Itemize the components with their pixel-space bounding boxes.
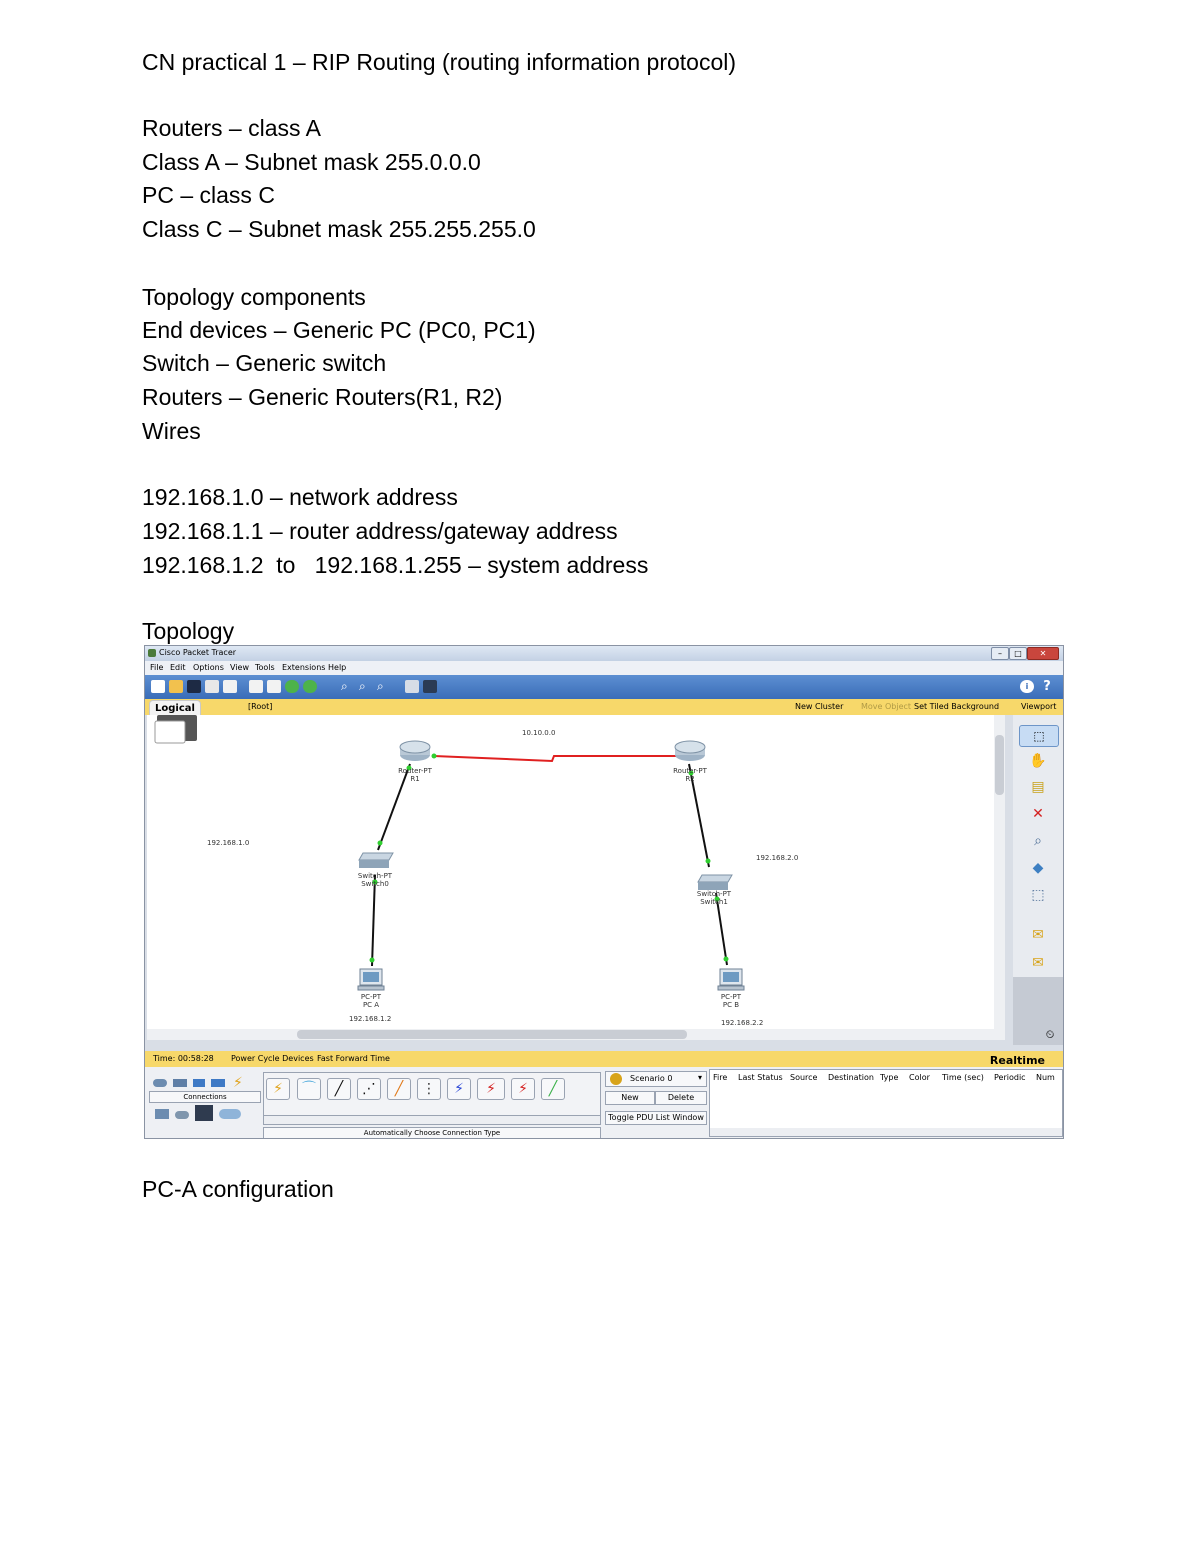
undo-icon[interactable] xyxy=(285,680,299,693)
console-cable-icon[interactable]: ⌒ xyxy=(297,1078,321,1100)
vertical-scroll-thumb[interactable] xyxy=(995,735,1004,795)
router-r1[interactable] xyxy=(400,741,430,761)
pdu-list xyxy=(709,1069,1063,1137)
connections-label: Connections xyxy=(149,1091,261,1103)
menu-edit[interactable]: Edit xyxy=(170,663,186,672)
maximize-icon[interactable]: □ xyxy=(1009,647,1027,660)
pcb-type-label: PC-PT xyxy=(720,993,742,1001)
link-light xyxy=(724,957,729,962)
activity-wizard-icon[interactable] xyxy=(223,680,237,693)
serial-dce-cable-icon[interactable]: ⚡ xyxy=(477,1078,505,1100)
zoom-out-icon[interactable]: ⌕ xyxy=(377,679,384,693)
pdu-list-header xyxy=(710,1070,1062,1084)
menu-view[interactable]: View xyxy=(230,663,249,672)
zoom-in-icon[interactable]: ⌕ xyxy=(341,679,348,693)
hand-icon[interactable]: ✋ xyxy=(1029,753,1047,769)
wan-emulation-category-icon[interactable] xyxy=(175,1111,189,1119)
custom-devices-category-icon[interactable] xyxy=(195,1105,213,1121)
menu-tools[interactable]: Tools xyxy=(255,663,275,672)
menu-options[interactable]: Options xyxy=(193,663,224,672)
delete-icon[interactable]: ✕ xyxy=(1032,806,1044,822)
link-light xyxy=(370,958,375,963)
save-icon[interactable] xyxy=(187,680,201,693)
end-device-icons xyxy=(153,1105,253,1127)
multiuser-category-icon[interactable] xyxy=(219,1109,241,1119)
device-type-icons xyxy=(153,1077,253,1089)
auto-connection-icon[interactable]: ⚡ xyxy=(266,1078,290,1100)
crossover-cable-icon[interactable]: ⋰ xyxy=(357,1078,381,1100)
pc-a[interactable] xyxy=(358,969,384,990)
viewport-button[interactable]: Viewport xyxy=(1021,702,1057,711)
pdu-col-periodic: Periodic xyxy=(994,1073,1026,1082)
close-icon[interactable]: ✕ xyxy=(1027,647,1059,660)
r1-type-label: Router-PT xyxy=(398,767,432,775)
r2-name-label: R2 xyxy=(685,775,695,783)
pdu-col-last-status: Last Status xyxy=(738,1073,783,1082)
pdu-col-fire: Fire xyxy=(713,1073,728,1082)
class-line: Class C – Subnet mask 255.255.255.0 xyxy=(142,216,536,242)
straight-through-cable-icon[interactable]: ╱ xyxy=(327,1078,351,1100)
scenario-value: Scenario 0 xyxy=(630,1074,673,1083)
root-label: [Root] xyxy=(248,702,273,711)
pdu-col-type: Type xyxy=(880,1073,899,1082)
menu-file[interactable]: File xyxy=(150,663,164,672)
r2-type-label: Router-PT xyxy=(673,767,707,775)
pcb-ip-label: 192.168.2.2 xyxy=(721,1019,764,1027)
pc-a-configuration-heading: PC-A configuration xyxy=(142,1176,334,1202)
connection-scrollbar[interactable] xyxy=(263,1115,601,1125)
toggle-pdu-list-button[interactable]: Toggle PDU List Window xyxy=(605,1111,707,1125)
document-title: CN practical 1 – RIP Routing (routing information protocol) xyxy=(142,49,737,75)
switch0[interactable] xyxy=(359,853,393,868)
logical-tab[interactable]: Logical xyxy=(149,700,201,719)
wireless-category-icon[interactable] xyxy=(211,1079,225,1087)
custom-device-icon[interactable] xyxy=(423,680,437,693)
chevron-down-icon: ▾ xyxy=(697,1073,702,1082)
select-icon[interactable]: ⬚ xyxy=(1019,725,1059,747)
component-line: End devices – Generic PC (PC0, PC1) xyxy=(142,317,536,343)
address-line: 192.168.1.2 to 192.168.1.255 – system address xyxy=(142,552,649,578)
open-folder-icon[interactable] xyxy=(169,680,183,693)
pca-type-label: PC-PT xyxy=(360,993,382,1001)
octal-cable-icon[interactable]: ╱ xyxy=(541,1078,565,1100)
note-icon[interactable]: ▤ xyxy=(1031,779,1045,795)
realtime-tab[interactable]: Realtime xyxy=(989,1054,1045,1067)
switch1[interactable] xyxy=(698,875,732,890)
help-icon[interactable]: ? xyxy=(1043,679,1051,694)
cluster-icon[interactable] xyxy=(155,715,197,743)
pca-name-label: PC A xyxy=(362,1001,380,1009)
link-r1-switch0[interactable] xyxy=(378,764,410,850)
fast-forward-button[interactable]: Fast Forward Time xyxy=(317,1054,390,1063)
common-tools-bar xyxy=(1013,715,1063,1045)
scenario-select[interactable] xyxy=(605,1071,707,1087)
info-icon[interactable]: i xyxy=(1020,680,1034,693)
r1-name-label: R1 xyxy=(410,775,420,783)
time-bar xyxy=(145,1051,1063,1067)
pc-b[interactable] xyxy=(718,969,744,990)
draw-shape-icon[interactable]: ◆ xyxy=(1032,860,1044,876)
link-light xyxy=(378,841,383,846)
component-line: Wires xyxy=(142,418,201,444)
pcb-name-label: PC B xyxy=(722,1001,740,1009)
palette-icon[interactable] xyxy=(405,680,419,693)
wan-network-label: 10.10.0.0 xyxy=(522,729,556,737)
delete-scenario-button[interactable]: Delete xyxy=(655,1091,707,1105)
pca-ip-label: 192.168.1.2 xyxy=(349,1015,392,1023)
workspace-bar xyxy=(145,699,1063,715)
move-object-button[interactable]: Move Object xyxy=(861,702,912,711)
lan2-network-label: 192.168.2.0 xyxy=(756,854,799,862)
time-readout: Time: 00:58:28 xyxy=(153,1054,214,1063)
scenario-info-icon xyxy=(610,1073,622,1085)
packet-tracer-screenshot xyxy=(144,645,1064,1139)
lan1-network-label: 192.168.1.0 xyxy=(207,839,250,847)
new-scenario-button[interactable]: New xyxy=(605,1091,655,1105)
pdu-col-num: Num xyxy=(1036,1073,1055,1082)
components-heading: Topology components xyxy=(142,284,366,310)
set-tiled-background-button[interactable]: Set Tiled Background xyxy=(914,702,1000,711)
realtime-clock-icon[interactable]: ⏲ xyxy=(1045,1028,1055,1041)
serial-dte-cable-icon[interactable]: ⚡ xyxy=(511,1078,535,1100)
component-line: Routers – Generic Routers(R1, R2) xyxy=(142,384,503,410)
connections-category-icon[interactable]: ⚡ xyxy=(233,1075,243,1091)
serial-link-r1-r2[interactable] xyxy=(434,756,689,761)
zoom-reset-icon[interactable]: ⌕ xyxy=(359,679,366,693)
phone-cable-icon[interactable]: ⋮ xyxy=(417,1078,441,1100)
fiber-cable-icon[interactable]: ╱ xyxy=(387,1078,411,1100)
topology-heading: Topology xyxy=(142,618,235,644)
logical-workspace[interactable] xyxy=(147,715,1005,1040)
hubs-category-icon[interactable] xyxy=(193,1079,205,1087)
main-toolbar xyxy=(145,675,1063,699)
pdu-col-source: Source xyxy=(790,1073,818,1082)
new-cluster-button[interactable]: New Cluster xyxy=(795,702,844,711)
auto-connection-label: Automatically Choose Connection Type xyxy=(263,1127,601,1139)
link-switch0-pca[interactable] xyxy=(372,875,375,966)
component-line: Switch – Generic switch xyxy=(142,350,387,376)
paste-icon[interactable] xyxy=(267,680,281,693)
switches-category-icon[interactable] xyxy=(173,1079,187,1087)
switch1-type-label: Switch-PT xyxy=(696,890,732,898)
class-line: Class A – Subnet mask 255.0.0.0 xyxy=(142,149,481,175)
pdu-col-time: Time (sec) xyxy=(942,1073,984,1082)
minimize-icon[interactable]: – xyxy=(991,647,1009,660)
bottom-panel xyxy=(145,1067,1063,1138)
router-r2[interactable] xyxy=(675,741,705,761)
window-title: Cisco Packet Tracer xyxy=(159,648,237,657)
horizontal-scroll-thumb[interactable] xyxy=(297,1030,687,1039)
copy-icon[interactable] xyxy=(249,680,263,693)
window-titlebar xyxy=(145,646,1063,661)
power-cycle-button[interactable]: Power Cycle Devices xyxy=(231,1054,314,1063)
inspect-icon[interactable]: ⌕ xyxy=(1034,833,1042,849)
menu-help[interactable]: Help xyxy=(328,663,347,672)
link-light xyxy=(706,859,711,864)
pdu-list-scrollbar[interactable] xyxy=(710,1128,1062,1136)
coaxial-cable-icon[interactable]: ⚡ xyxy=(447,1078,471,1100)
switch1-name-label: Switch1 xyxy=(700,898,728,906)
pdu-col-destination: Destination xyxy=(828,1073,874,1082)
add-complex-pdu-icon[interactable]: ✉ xyxy=(1032,955,1044,971)
add-simple-pdu-icon[interactable]: ✉ xyxy=(1032,927,1044,943)
end-devices-category-icon[interactable] xyxy=(155,1109,169,1119)
menu-bar xyxy=(145,661,1063,675)
class-line: Routers – class A xyxy=(142,115,321,141)
address-line: 192.168.1.0 – network address xyxy=(142,484,458,510)
menu-extensions[interactable]: Extensions xyxy=(282,663,326,672)
redo-icon[interactable] xyxy=(303,680,317,693)
print-icon[interactable] xyxy=(205,680,219,693)
pdu-col-color: Color xyxy=(909,1073,930,1082)
app-icon xyxy=(148,649,156,657)
new-file-icon[interactable] xyxy=(151,680,165,693)
address-line: 192.168.1.1 – router address/gateway address xyxy=(142,518,618,544)
resize-shape-icon[interactable]: ⬚ xyxy=(1031,887,1045,903)
routers-category-icon[interactable] xyxy=(153,1079,167,1087)
class-line: PC – class C xyxy=(142,182,275,208)
switch0-name-label: Switch0 xyxy=(361,880,389,888)
link-light xyxy=(432,754,437,759)
switch0-type-label: Switch-PT xyxy=(357,872,393,880)
